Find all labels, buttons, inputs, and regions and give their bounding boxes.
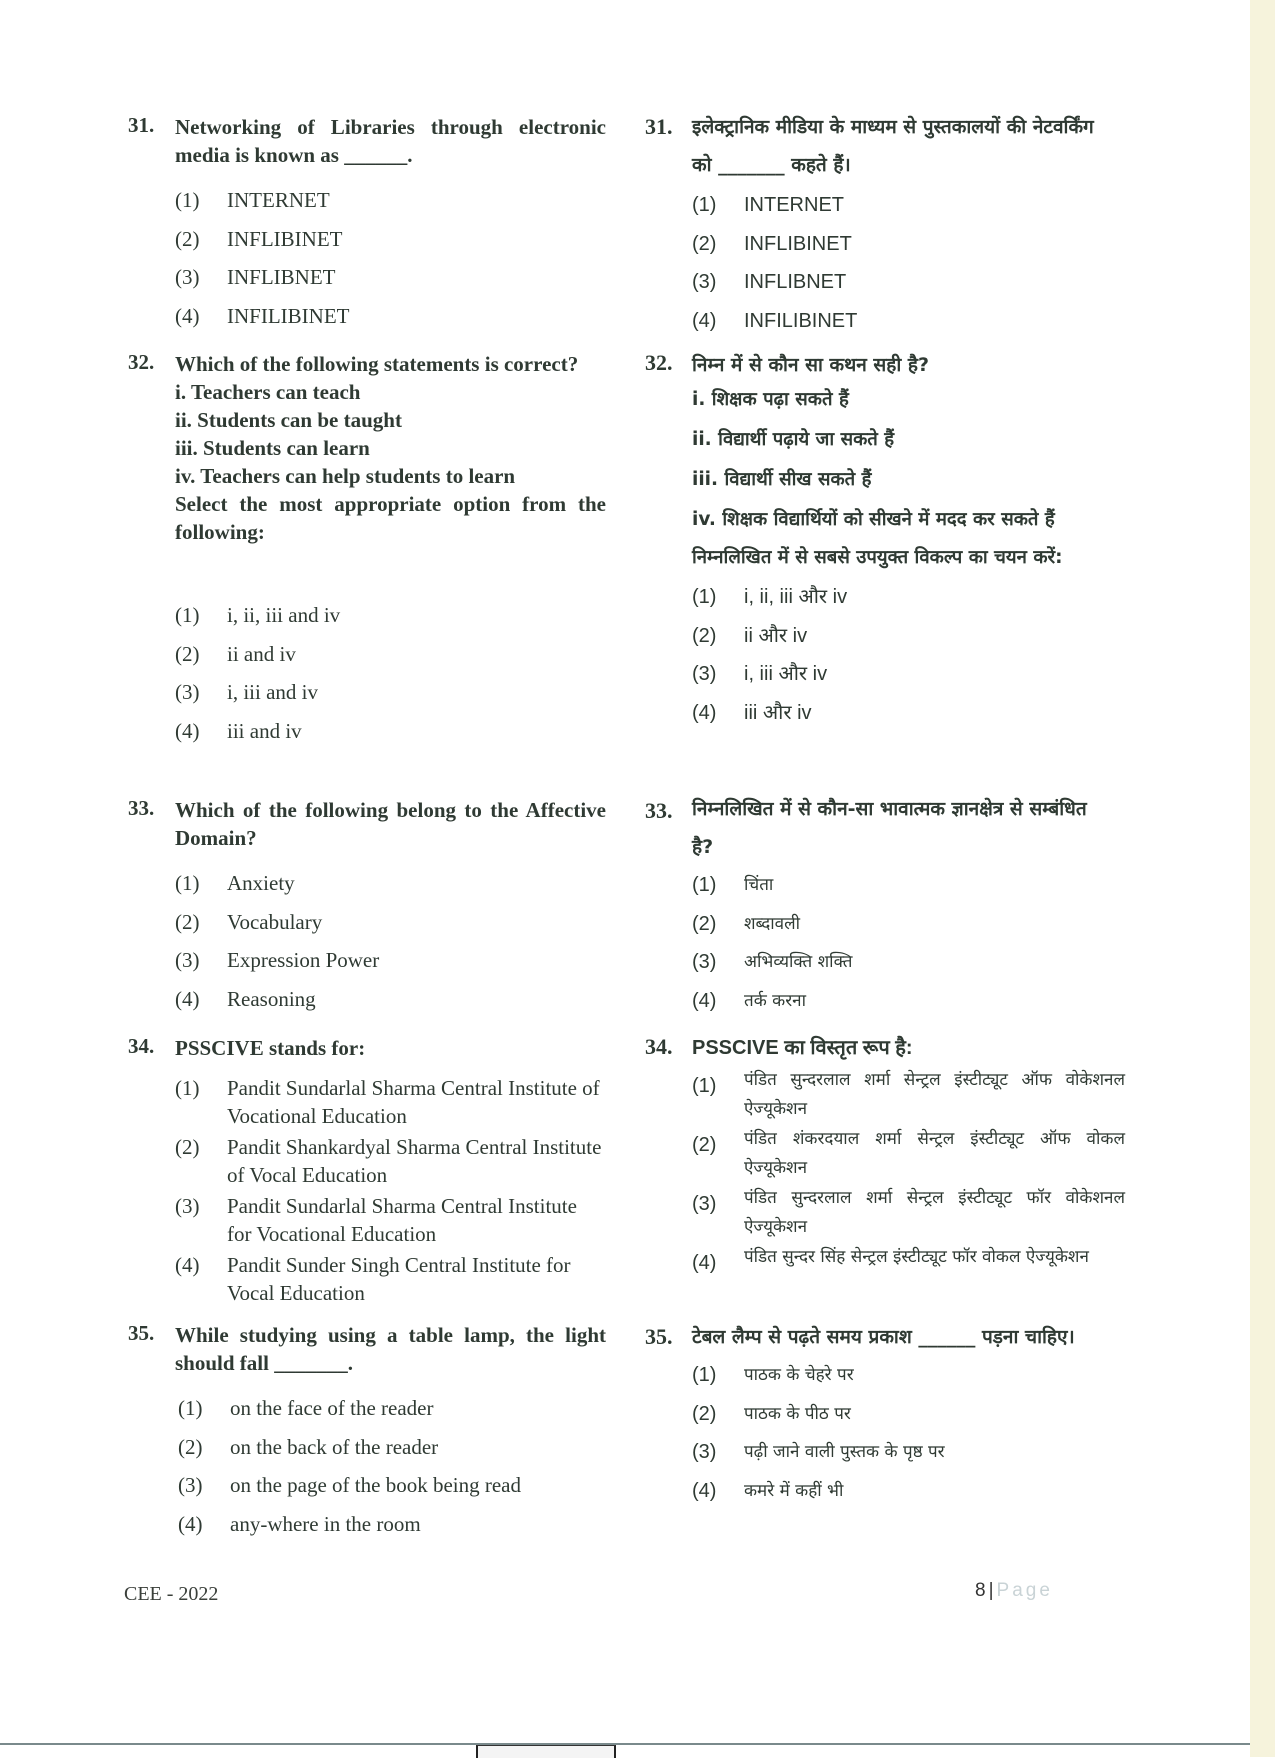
option-2[interactable] [692,225,1125,264]
option-text: i, iii and iv [227,680,318,704]
page-number [975,1580,1053,1602]
page-label: Page [996,1580,1053,1601]
option-4[interactable] [178,1505,606,1544]
option-number: (3) [175,680,200,704]
option-1[interactable] [175,1074,606,1130]
question-33-en [128,796,606,1018]
statement-i: i. शिक्षक पढ़ा सकते हैं [692,389,849,410]
option-text: पंडित सुन्दरलाल शर्मा सेन्ट्रल इंस्टीट्यूट फॉर वोकेशनल ऐज्यूकेशन [744,1188,1125,1237]
option-number: (1) [175,603,200,627]
option-text: i, iii और iv [744,663,828,685]
option-1[interactable] [175,181,606,220]
option-4[interactable] [175,297,606,336]
option-number: (2) [175,226,200,251]
statement-ii: ii. विद्यार्थी पढ़ाये जा सकते हैं [692,429,895,450]
question-number: 33. [645,798,673,823]
option-text: Pandit Sundarlal Sharma Central Institute for Vocational Education [227,1194,577,1246]
option-1[interactable] [692,186,1125,225]
option-2[interactable] [175,635,606,674]
question-text: While studying using a table lamp, the light should fall _______. [175,1323,606,1375]
option-text: Anxiety [227,871,295,895]
option-4[interactable] [175,1251,606,1307]
option-2[interactable] [175,220,606,259]
option-text: पाठक के पीठ पर [744,1403,851,1424]
question-35-hi [645,1318,1125,1510]
option-3[interactable] [178,1466,606,1505]
option-text: कमरे में कहीं भी [744,1480,844,1501]
question-text: PSSCIVE stands for: [175,1036,366,1060]
option-number: (2) [692,1134,717,1156]
option-number: (4) [692,989,717,1012]
question-text: निम्नलिखित में से कौन-सा भावात्मक ज्ञानक्षेत्र से सम्बंधित है? [692,798,1087,858]
question-text: टेबल लैम्प से पढ़ते समय प्रकाश ______ पड़ना चाहिए। [692,1326,1075,1348]
option-3[interactable] [175,941,606,980]
option-number: (3) [692,1193,717,1215]
option-3[interactable] [175,258,606,297]
option-text: पाठक के चेहरे पर [744,1365,854,1385]
question-34-en [128,1034,606,1310]
exam-code: CEE - 2022 [124,1583,219,1605]
question-number: 34. [645,1034,673,1059]
option-text: पंडित सुन्दर सिंह सेन्ट्रल इंस्टीट्यूट फॉर वोकल ऐज्यूकेशन [744,1247,1089,1267]
option-3[interactable] [692,1184,1125,1242]
question-number: 32. [128,350,155,374]
option-number: (2) [178,1434,203,1459]
question-number: 31. [645,114,673,139]
option-number: (2) [175,1135,200,1159]
option-text: any-where in the room [230,1511,421,1536]
option-number: (2) [692,232,717,255]
option-number: (3) [175,1194,200,1218]
instruction: निम्नलिखित में से सबसे उपयुक्त विकल्प का चयन करें: [692,547,1063,568]
question-text: निम्न में से कौन सा कथन सही है? [692,354,929,376]
option-number: (3) [175,265,200,289]
option-1[interactable] [692,1356,1125,1395]
option-1[interactable] [692,578,1125,617]
option-number: (2) [692,1402,717,1425]
page-edge [1250,0,1275,1757]
option-text: iii और iv [744,701,812,724]
option-number: (1) [175,1076,200,1100]
option-1[interactable] [692,866,1125,905]
option-text: चिंता [744,875,774,895]
option-2[interactable] [692,1125,1125,1183]
statement-iii: iii. Students can learn [175,436,370,460]
option-2[interactable] [692,905,1125,944]
question-number: 31. [128,113,155,137]
option-number: (4) [178,1511,203,1536]
option-text: Reasoning [227,986,316,1011]
statement-i: i. Teachers can teach [175,380,361,404]
question-text: Which of the following belong to the Affective Domain? [175,798,606,850]
bottom-rule [0,1743,1250,1745]
option-4[interactable] [692,982,1125,1021]
option-number: (1) [692,1364,717,1386]
question-number: 32. [645,350,673,375]
option-text: Pandit Sundarlal Sharma Central Institute of Vocational Education [227,1076,600,1128]
option-number: (4) [175,718,200,743]
option-text: INFLIBINET [744,232,852,255]
option-4[interactable] [692,1472,1125,1511]
option-text: INFLIBINET [227,226,343,251]
option-text: INTERNET [227,188,330,212]
option-text: INFILIBINET [744,309,858,332]
question-31-en [128,113,606,335]
question-35-en [128,1321,606,1543]
option-number: (3) [692,951,717,973]
option-text: iii and iv [227,718,302,743]
option-2[interactable] [175,1133,606,1189]
question-32-hi [645,350,1125,732]
option-4[interactable] [175,980,606,1019]
question-text: इलेक्ट्रानिक मीडिया के माध्यम से पुस्तकालयों की नेटवर्किंग को _______ कहते हैं। [692,116,1094,176]
option-number: (1) [178,1396,203,1420]
option-1[interactable] [692,1066,1125,1124]
option-number: (4) [692,701,717,724]
option-number: (4) [175,986,200,1011]
question-text: PSSCIVE का विस्तृत रूप है: [692,1037,913,1059]
option-number: (4) [175,303,200,328]
question-34-hi [645,1034,1125,1279]
option-number: (2) [175,909,200,934]
option-text: on the face of the reader [230,1396,434,1420]
question-33-hi [645,790,1125,1020]
option-number: (1) [692,874,717,896]
question-text: Networking of Libraries through electronic media is known as ______. [175,115,606,167]
option-number: (3) [692,663,717,685]
option-1[interactable] [178,1389,606,1428]
option-text: INFLIBNET [744,271,847,293]
statement-ii: ii. Students can be taught [175,408,402,432]
option-3[interactable] [175,1192,606,1248]
scan-edge-tab [476,1745,616,1758]
option-number: (1) [692,194,717,216]
option-number: (1) [692,1075,717,1097]
option-text: पंडित शंकरदयाल शर्मा सेन्ट्रल इंस्टीट्यूट ऑफ वोकल ऐज्यूकेशन [744,1129,1125,1178]
option-text: तर्क करना [744,990,806,1011]
option-number: (2) [175,641,200,666]
option-4[interactable] [692,1243,1125,1278]
option-text: Vocabulary [227,909,323,934]
option-number: (3) [692,1441,717,1463]
option-text: INFILIBINET [227,303,350,328]
option-number: (3) [175,948,200,972]
option-3[interactable] [692,263,1125,302]
option-number: (1) [692,586,717,608]
option-3[interactable] [175,673,606,712]
question-text: Which of the following statements is correct? [175,352,579,376]
option-text: पढ़ी जाने वाली पुस्तक के पृष्ठ पर [744,1442,945,1462]
option-3[interactable] [692,1433,1125,1472]
question-number: 33. [128,796,155,820]
option-2[interactable] [178,1428,606,1467]
option-text: Pandit Shankardyal Sharma Central Institute of Vocal Education [227,1135,602,1187]
option-number: (2) [692,624,717,647]
option-number: (3) [692,271,717,293]
instruction: Select the most appropriate option from the following: [175,492,606,544]
option-4[interactable] [692,694,1125,733]
option-number: (4) [692,1252,717,1274]
option-2[interactable] [692,617,1125,656]
page-separator: | [988,1580,994,1601]
question-32-en [128,350,606,750]
statement-iii: iii. विद्यार्थी सीख सकते हैं [692,469,872,490]
option-text: on the page of the book being read [230,1473,521,1497]
option-4[interactable] [692,302,1125,341]
option-text: INTERNET [744,194,844,216]
question-number: 34. [128,1034,155,1058]
option-1[interactable] [175,864,606,903]
option-number: (4) [692,1479,717,1502]
option-text: ii and iv [227,641,296,666]
question-number: 35. [645,1324,673,1349]
option-2[interactable] [692,1395,1125,1434]
option-text: पंडित सुन्दरलाल शर्मा सेन्ट्रल इंस्टीट्यूट ऑफ वोकेशनल ऐज्यूकेशन [744,1070,1125,1119]
page-number-value: 8 [975,1580,986,1601]
option-text: on the back of the reader [230,1434,439,1459]
option-number: (4) [175,1253,200,1277]
option-3[interactable] [692,943,1125,982]
option-text: INFLIBNET [227,265,336,289]
option-number: (4) [692,309,717,332]
option-text: Pandit Sunder Singh Central Institute for Vocal Education [227,1253,571,1305]
option-1[interactable] [175,596,606,635]
statement-iv: iv. Teachers can help students to learn [175,464,516,488]
option-number: (1) [175,871,200,895]
option-3[interactable] [692,655,1125,694]
option-text: अभिव्यक्ति शक्ति [744,952,853,972]
option-4[interactable] [175,712,606,751]
question-31-hi [645,108,1125,340]
option-text: ii और iv [744,624,808,647]
option-number: (2) [692,912,717,935]
option-number: (3) [178,1473,203,1497]
option-text: शब्दावली [744,913,801,934]
statement-iv: iv. शिक्षक विद्यार्थियों को सीखने में मदद कर सकते हैं [692,509,1055,530]
option-number: (1) [175,188,200,212]
option-text: i, ii, iii और iv [744,586,848,608]
option-text: Expression Power [227,948,380,972]
option-2[interactable] [175,903,606,942]
option-text: i, ii, iii and iv [227,603,341,627]
question-number: 35. [128,1321,155,1345]
